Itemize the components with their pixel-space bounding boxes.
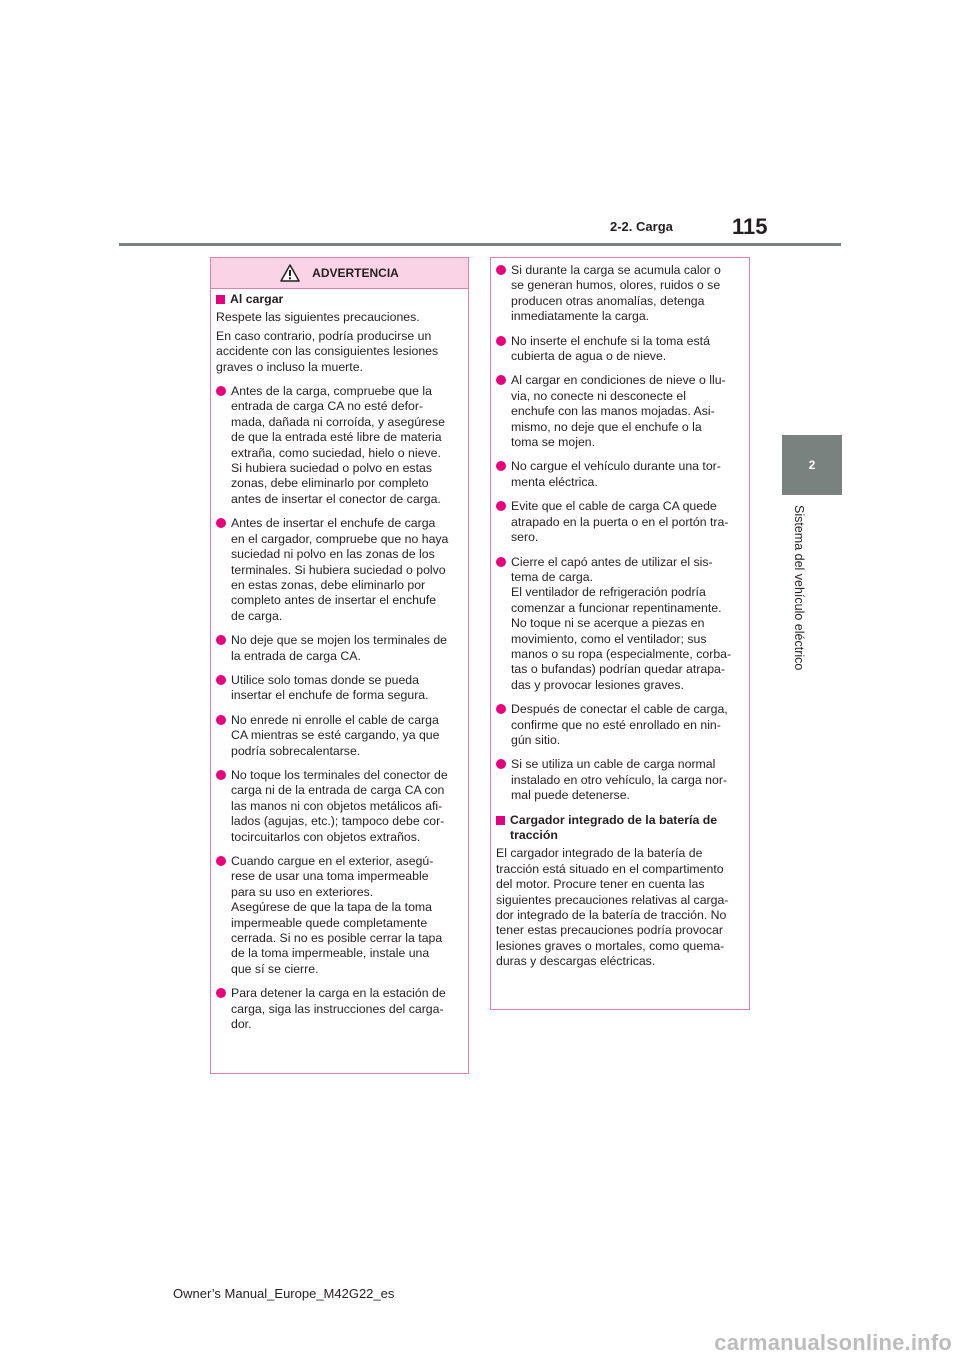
list-item [496,459,742,490]
intro-text: Respete las siguientes precauciones. [216,310,420,325]
section-heading-text: Cargador integrado de la batería de tracción [510,812,718,842]
list-item-text: Utilice solo tomas donde se pueda insertar el enchufe de forma segura. [231,672,429,703]
list-item-text: Antes de insertar el enchufe de carga en el cargador, compruebe que no haya suciedad ni polvo en las zonas de los terminales. Si hubiera suciedad o polvo en estas zonas, debe eliminarlo por completo antes de insertar el enchufe de carga. [231,516,449,623]
square-bullet-icon [216,295,225,304]
list-item-text: Si durante la carga se acumula calor o se generan humos, olores, ruidos o se producen otras anomalías, detenga inmediatamente la carga. [511,263,721,324]
list-item [496,555,742,694]
bullet-dot-icon [216,675,226,685]
list-item [216,986,461,1032]
list-item-text: No inserte el enchufe si la toma está cubierta de agua o de nieve. [511,333,710,364]
bullet-dot-icon [496,265,506,275]
header-rule [119,243,841,246]
list-item-text: Antes de la carga, compruebe que la entrada de carga CA no esté defor- mada, dañada ni corroída, y asegúrese de que la entrada esté libre de materia extraña, como suciedad, hielo o nieve. Si hubiera suciedad o polvo en estas zonas, debe eliminarlo por completo antes de insertar el conector de carga. [231,384,445,506]
list-item [216,673,461,704]
chapter-tab-number: 2 [808,458,816,472]
list-item-text: Cierre el capó antes de utilizar el sis- tema de carga. El ventilador de refrigeración podría comenzar a funcionar repentinamente. No toque ni se acerque a piezas en movimiento, como el ventilador; sus manos o su ropa (especialmente, corba- tas o bufandas) podrían quedar atrapa- das y provocar lesiones graves. [511,554,732,692]
list-item-text: Al cargar en condiciones de nieve o llu- via, no conecte ni desconecte el enchufe con las manos mojadas. Asi- mismo, no deje que el enchufe o la toma se mojen. [511,373,726,450]
page-number: 115 [732,214,768,239]
bullet-dot-icon [216,635,226,645]
list-item [216,713,461,759]
list-item-text: Para detener la carga en la estación de carga, siga las instrucciones del carga- dor. [231,986,446,1032]
bullet-dot-icon [216,386,226,396]
list-item-text: No deje que se mojen los terminales de la entrada de carga CA. [231,633,448,663]
list-item-text: Después de conectar el cable de carga, confirme que no esté enrollado en nin- gún sitio. [511,702,728,747]
warning-box-right [490,257,750,1010]
list-item-text: Si se utiliza un cable de carga normal instalado en otro vehículo, la carga nor- mal puede detenerse. [511,757,728,803]
bullet-dot-icon [496,759,506,769]
footer-manual-id: Owner’s Manual_Europe_M42G22_es [173,1286,395,1301]
bullet-dot-icon [216,770,226,780]
list-item [216,768,461,845]
list-item [496,263,742,325]
square-bullet-icon [496,816,505,825]
bullet-dot-icon [496,704,506,714]
bullet-dot-icon [496,375,506,385]
section-title: 2-2. Carga [610,219,673,234]
list-item [216,854,461,977]
list-item-text: No toque los terminales del conector de carga ni de la entrada de carga CA con las manos ni con objetos metálicos afi- lados (agujas, etc.); tampoco debe cor- tocircuitarlos con objetos extraños. [231,767,448,844]
warning-box-left [210,257,469,1074]
list-item [216,516,461,624]
bullet-dot-icon [496,336,506,346]
list-item-text: No cargue el vehículo durante una tor- menta eléctrica. [511,459,721,489]
list-item [216,384,461,507]
list-item-text: No enrede ni enrolle el cable de carga CA mientras se esté cargando, ya que podría sobrecalentarse. [231,712,440,758]
warning-header [211,258,468,289]
list-item [496,499,742,545]
warning-title: ADVERTENCIA [312,266,399,280]
list-item [496,702,742,748]
warning-triangle-icon [280,264,300,282]
list-item [496,757,742,803]
section-heading-text: Al cargar [230,292,284,306]
section-body-text: El cargador integrado de la batería de tracción está situado en el compartimento del motor. Procure tener en cuenta las siguientes precauciones relativas al carga- dor integrado de la batería de tracción. No tener estas precauciones podría provocar lesiones graves o mortales, como quema- duras y descargas eléctricas. [496,846,729,969]
bullet-dot-icon [496,461,506,471]
bullet-dot-icon [216,518,226,528]
bullet-dot-icon [496,501,506,511]
chapter-tab[interactable] [782,435,842,495]
bullet-dot-icon [216,856,226,866]
chapter-tab-label: Sistema del vehículo eléctrico [792,505,806,671]
list-item-text: Evite que el cable de carga CA quede atrapado en la puerta o en el portón tra- sero. [511,499,729,545]
section-heading [496,813,742,844]
bullet-dot-icon [216,988,226,998]
bullet-dot-icon [216,715,226,725]
intro-text: En caso contrario, podría producirse un accidente con las consiguientes lesiones graves o incluso la muerte. [216,328,439,374]
section-heading [216,292,461,307]
bullet-dot-icon [496,557,506,567]
watermark: carmanualsonline.info [714,1330,952,1355]
list-item [496,334,742,365]
list-item [216,633,461,664]
list-item-text: Cuando cargue en el exterior, asegú- rese de usar una toma impermeable para su uso en exteriores. Asegúrese de que la tapa de la toma impermeable quede completamente cerrada. Si no es posible cerrar la tapa de la toma impermeable, instale una que sí se cierre. [231,854,443,976]
list-item [496,373,742,450]
